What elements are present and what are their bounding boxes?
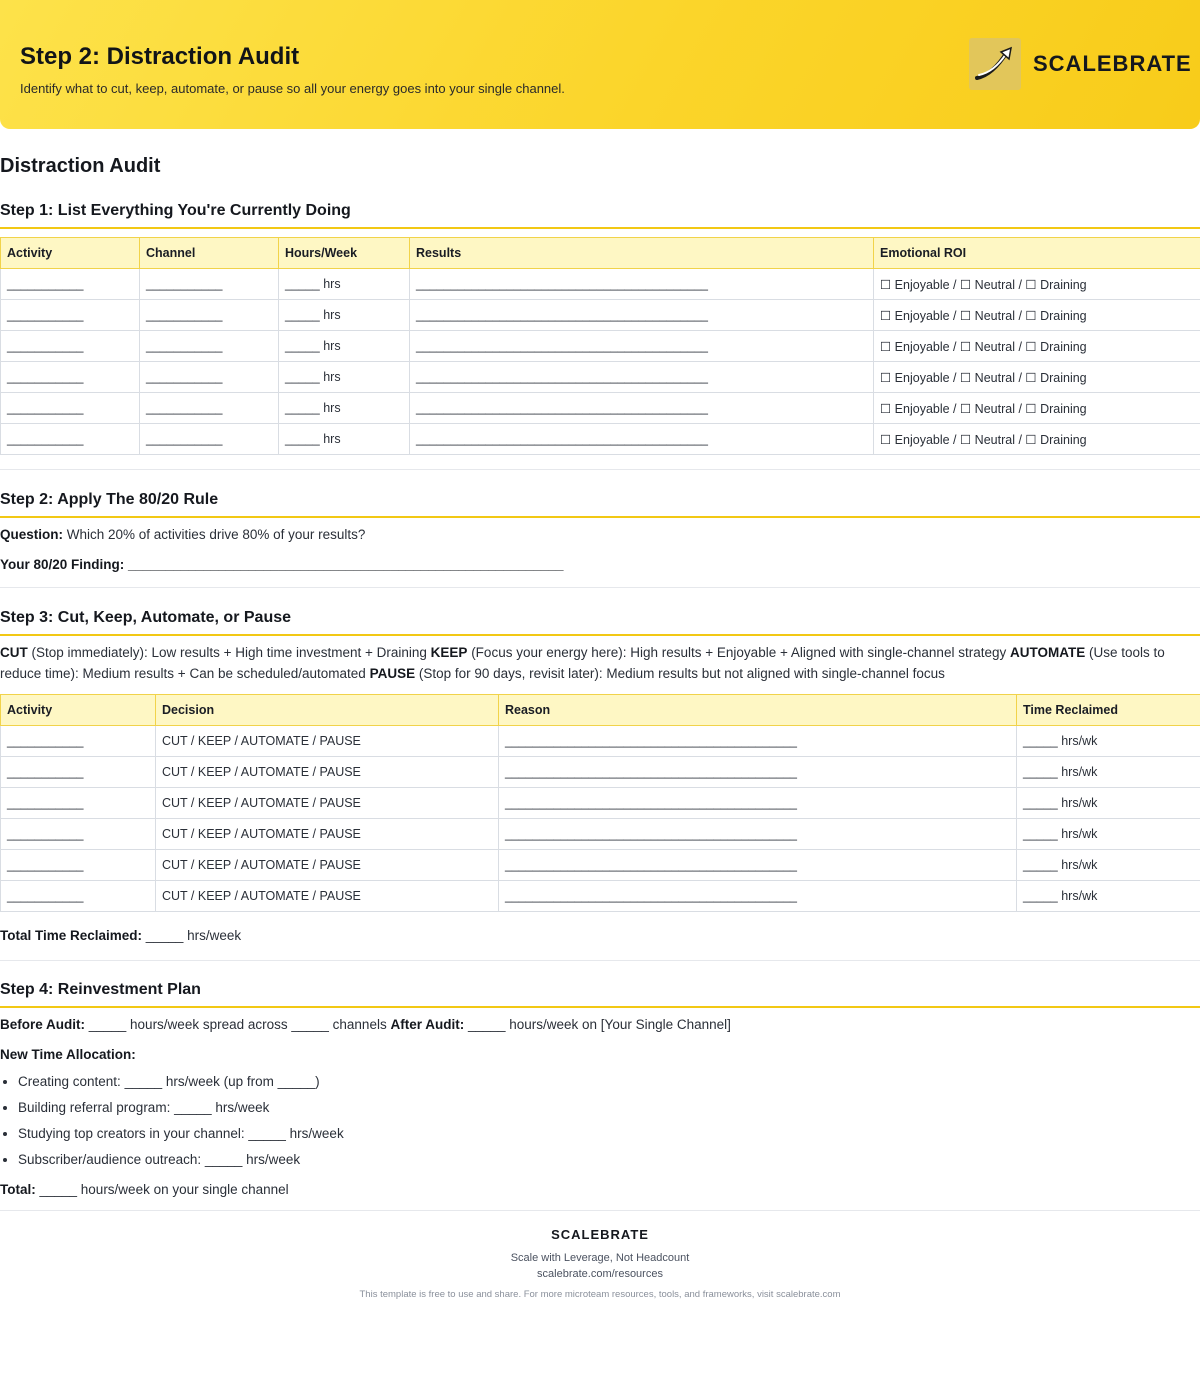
hours-cell[interactable]: _____ hrs bbox=[279, 362, 410, 393]
decision-cell[interactable]: CUT / KEEP / AUTOMATE / PAUSE bbox=[156, 726, 499, 757]
footer-brand: SCALEBRATE bbox=[551, 1227, 649, 1242]
hours-cell[interactable]: _____ hrs bbox=[279, 424, 410, 455]
table-row bbox=[1, 362, 1200, 393]
footer-note: This template is free to use and share. For more microteam resources, tools, and frameworks, visit scalebrate.com bbox=[359, 1289, 841, 1300]
emotional-roi-cell[interactable]: ☐ Enjoyable / ☐ Neutral / ☐ Draining bbox=[874, 300, 1200, 331]
activity-cell[interactable]: ___________ bbox=[1, 393, 140, 424]
automate-text: (Use tools to reduce time): Medium results + Can be scheduled/automated bbox=[0, 645, 1165, 681]
emotional-roi-cell[interactable]: ☐ Enjoyable / ☐ Neutral / ☐ Draining bbox=[874, 331, 1200, 362]
decision-cell[interactable]: CUT / KEEP / AUTOMATE / PAUSE bbox=[156, 788, 499, 819]
emotional-roi-cell[interactable]: ☐ Enjoyable / ☐ Neutral / ☐ Draining bbox=[874, 362, 1200, 393]
channel-cell[interactable]: ___________ bbox=[140, 300, 279, 331]
activity-cell[interactable]: ___________ bbox=[1, 269, 140, 300]
emotional-roi-cell[interactable]: ☐ Enjoyable / ☐ Neutral / ☐ Draining bbox=[874, 424, 1200, 455]
brand-name: SCALEBRATE bbox=[1033, 51, 1192, 76]
hours-cell[interactable]: _____ hrs bbox=[279, 331, 410, 362]
time-reclaimed-cell[interactable]: _____ hrs/wk bbox=[1017, 819, 1200, 850]
column-header: Channel bbox=[140, 238, 279, 269]
results-cell[interactable]: __________________________________________ bbox=[410, 424, 874, 455]
step2-heading: Step 2: Apply The 80/20 Rule bbox=[0, 490, 1200, 518]
table-row bbox=[1, 788, 1200, 819]
question-label: Question: bbox=[0, 527, 63, 542]
activity-cell[interactable]: ___________ bbox=[1, 819, 156, 850]
results-cell[interactable]: __________________________________________ bbox=[410, 269, 874, 300]
table-row bbox=[1, 881, 1200, 912]
keep-text: (Focus your energy here): High results + Enjoyable + Aligned with single-channel strategy bbox=[467, 645, 1010, 660]
footer-tagline: Scale with Leverage, Not Headcount bbox=[510, 1252, 690, 1264]
activity-cell[interactable]: ___________ bbox=[1, 362, 140, 393]
results-cell[interactable]: __________________________________________ bbox=[410, 362, 874, 393]
time-reclaimed-cell[interactable]: _____ hrs/wk bbox=[1017, 757, 1200, 788]
page-title: Step 2: Distraction Audit bbox=[20, 43, 300, 70]
total-text[interactable]: _____ hours/week on your single channel bbox=[35, 1182, 289, 1197]
activity-cell[interactable]: ___________ bbox=[1, 881, 156, 912]
results-cell[interactable]: __________________________________________ bbox=[410, 300, 874, 331]
channel-cell[interactable]: ___________ bbox=[140, 424, 279, 455]
hours-cell[interactable]: _____ hrs bbox=[279, 300, 410, 331]
rising-arrow-icon bbox=[969, 38, 1021, 90]
before-label: Before Audit: bbox=[0, 1017, 85, 1032]
section-divider bbox=[0, 469, 1200, 470]
table-row bbox=[1, 819, 1200, 850]
column-header: Activity bbox=[1, 238, 140, 269]
question-text: Which 20% of activities drive 80% of your results? bbox=[66, 527, 366, 542]
allocation-label: New Time Allocation: bbox=[0, 1047, 136, 1062]
column-header: Decision bbox=[156, 695, 499, 726]
activity-cell[interactable]: ___________ bbox=[1, 788, 156, 819]
table-row bbox=[1, 269, 1200, 300]
total-line bbox=[0, 1179, 1200, 1200]
decision-cell[interactable]: CUT / KEEP / AUTOMATE / PAUSE bbox=[156, 757, 499, 788]
list-item[interactable]: • Creating content: _____ hrs/week (up from _____) bbox=[18, 1069, 1200, 1095]
channel-cell[interactable]: ___________ bbox=[140, 269, 279, 300]
table-row bbox=[1, 331, 1200, 362]
allocation-list bbox=[0, 1069, 1200, 1173]
reason-cell[interactable]: __________________________________________ bbox=[499, 881, 1017, 912]
column-header: Time Reclaimed bbox=[1017, 695, 1200, 726]
activity-cell[interactable]: ___________ bbox=[1, 300, 140, 331]
finding-blank[interactable]: __________________________________________________________ bbox=[128, 557, 564, 572]
decision-table-header bbox=[1, 695, 1200, 726]
decision-cell[interactable]: CUT / KEEP / AUTOMATE / PAUSE bbox=[156, 850, 499, 881]
hours-cell[interactable]: _____ hrs bbox=[279, 393, 410, 424]
section-divider bbox=[0, 960, 1200, 961]
page-header bbox=[0, 0, 1200, 129]
activity-cell[interactable]: ___________ bbox=[1, 424, 140, 455]
step4-heading: Step 4: Reinvestment Plan bbox=[0, 980, 1200, 1008]
activity-cell[interactable]: ___________ bbox=[1, 331, 140, 362]
cut-label: CUT bbox=[0, 645, 28, 660]
reason-cell[interactable]: __________________________________________ bbox=[499, 819, 1017, 850]
footer-divider bbox=[0, 1210, 1200, 1211]
hours-cell[interactable]: _____ hrs bbox=[279, 269, 410, 300]
decision-table bbox=[0, 694, 1200, 912]
decision-cell[interactable]: CUT / KEEP / AUTOMATE / PAUSE bbox=[156, 881, 499, 912]
time-reclaimed-cell[interactable]: _____ hrs/wk bbox=[1017, 788, 1200, 819]
total-reclaimed-value[interactable]: _____ hrs/week bbox=[142, 928, 242, 943]
emotional-roi-cell[interactable]: ☐ Enjoyable / ☐ Neutral / ☐ Draining bbox=[874, 269, 1200, 300]
total-label: Total: bbox=[0, 1182, 36, 1197]
table-row bbox=[1, 424, 1200, 455]
total-reclaimed-line bbox=[0, 925, 1200, 946]
activity-cell[interactable]: ___________ bbox=[1, 757, 156, 788]
document-body bbox=[0, 153, 1200, 1300]
footer-url[interactable]: scalebrate.com/resources bbox=[537, 1268, 663, 1280]
emotional-roi-cell[interactable]: ☐ Enjoyable / ☐ Neutral / ☐ Draining bbox=[874, 393, 1200, 424]
table-row bbox=[1, 393, 1200, 424]
decision-legend bbox=[0, 642, 1200, 684]
decision-cell[interactable]: CUT / KEEP / AUTOMATE / PAUSE bbox=[156, 819, 499, 850]
keep-label: KEEP bbox=[430, 645, 468, 660]
results-cell[interactable]: __________________________________________ bbox=[410, 331, 874, 362]
pause-text: (Stop for 90 days, revisit later): Medium results but not aligned with single-channel focus bbox=[415, 666, 945, 681]
activity-table bbox=[0, 237, 1200, 455]
total-reclaimed-label: Total Time Reclaimed: bbox=[0, 928, 143, 943]
list-item[interactable]: • Subscriber/audience outreach: _____ hrs/week bbox=[18, 1147, 1200, 1173]
before-after-line bbox=[0, 1014, 1200, 1035]
activity-cell[interactable]: ___________ bbox=[1, 850, 156, 881]
brand-logo bbox=[969, 38, 1192, 90]
activity-table-header bbox=[1, 238, 1200, 269]
reason-cell[interactable]: __________________________________________ bbox=[499, 850, 1017, 881]
time-reclaimed-cell[interactable]: _____ hrs/wk bbox=[1017, 881, 1200, 912]
reason-cell[interactable]: __________________________________________ bbox=[499, 788, 1017, 819]
table-row bbox=[1, 757, 1200, 788]
cut-text: (Stop immediately): Low results + High time investment + Draining bbox=[27, 645, 431, 660]
section-divider bbox=[0, 587, 1200, 588]
table-row bbox=[1, 300, 1200, 331]
question-line bbox=[0, 524, 1200, 545]
reason-cell[interactable]: __________________________________________ bbox=[499, 726, 1017, 757]
after-label: After Audit: bbox=[390, 1017, 465, 1032]
finding-line bbox=[0, 554, 1200, 575]
activity-cell[interactable]: ___________ bbox=[1, 726, 156, 757]
pause-label: PAUSE bbox=[369, 666, 416, 681]
finding-label: Your 80/20 Finding: bbox=[0, 557, 125, 572]
column-header: Results bbox=[410, 238, 874, 269]
automate-label: AUTOMATE bbox=[1009, 645, 1086, 660]
step1-heading: Step 1: List Everything You're Currently Doing bbox=[0, 201, 1200, 229]
table-row bbox=[1, 850, 1200, 881]
column-header: Hours/Week bbox=[279, 238, 410, 269]
before-text[interactable]: _____ hours/week spread across _____ channels bbox=[85, 1017, 391, 1032]
column-header: Activity bbox=[1, 695, 156, 726]
channel-cell[interactable]: ___________ bbox=[140, 393, 279, 424]
table-row bbox=[1, 726, 1200, 757]
list-item[interactable]: • Studying top creators in your channel: _____ hrs/week bbox=[18, 1121, 1200, 1147]
time-reclaimed-cell[interactable]: _____ hrs/wk bbox=[1017, 850, 1200, 881]
channel-cell[interactable]: ___________ bbox=[140, 362, 279, 393]
page-subtitle: Identify what to cut, keep, automate, or pause so all your energy goes into your single channel. bbox=[20, 81, 565, 96]
column-header: Reason bbox=[499, 695, 1017, 726]
document-title: Distraction Audit bbox=[0, 155, 161, 177]
allocation-heading bbox=[0, 1044, 1200, 1065]
reason-cell[interactable]: __________________________________________ bbox=[499, 757, 1017, 788]
time-reclaimed-cell[interactable]: _____ hrs/wk bbox=[1017, 726, 1200, 757]
channel-cell[interactable]: ___________ bbox=[140, 331, 279, 362]
page-footer bbox=[0, 1227, 1200, 1300]
after-text[interactable]: _____ hours/week on [Your Single Channel] bbox=[464, 1017, 731, 1032]
results-cell[interactable]: __________________________________________ bbox=[410, 393, 874, 424]
step3-heading: Step 3: Cut, Keep, Automate, or Pause bbox=[0, 608, 1200, 636]
column-header: Emotional ROI bbox=[874, 238, 1200, 269]
list-item[interactable]: • Building referral program: _____ hrs/week bbox=[18, 1095, 1200, 1121]
